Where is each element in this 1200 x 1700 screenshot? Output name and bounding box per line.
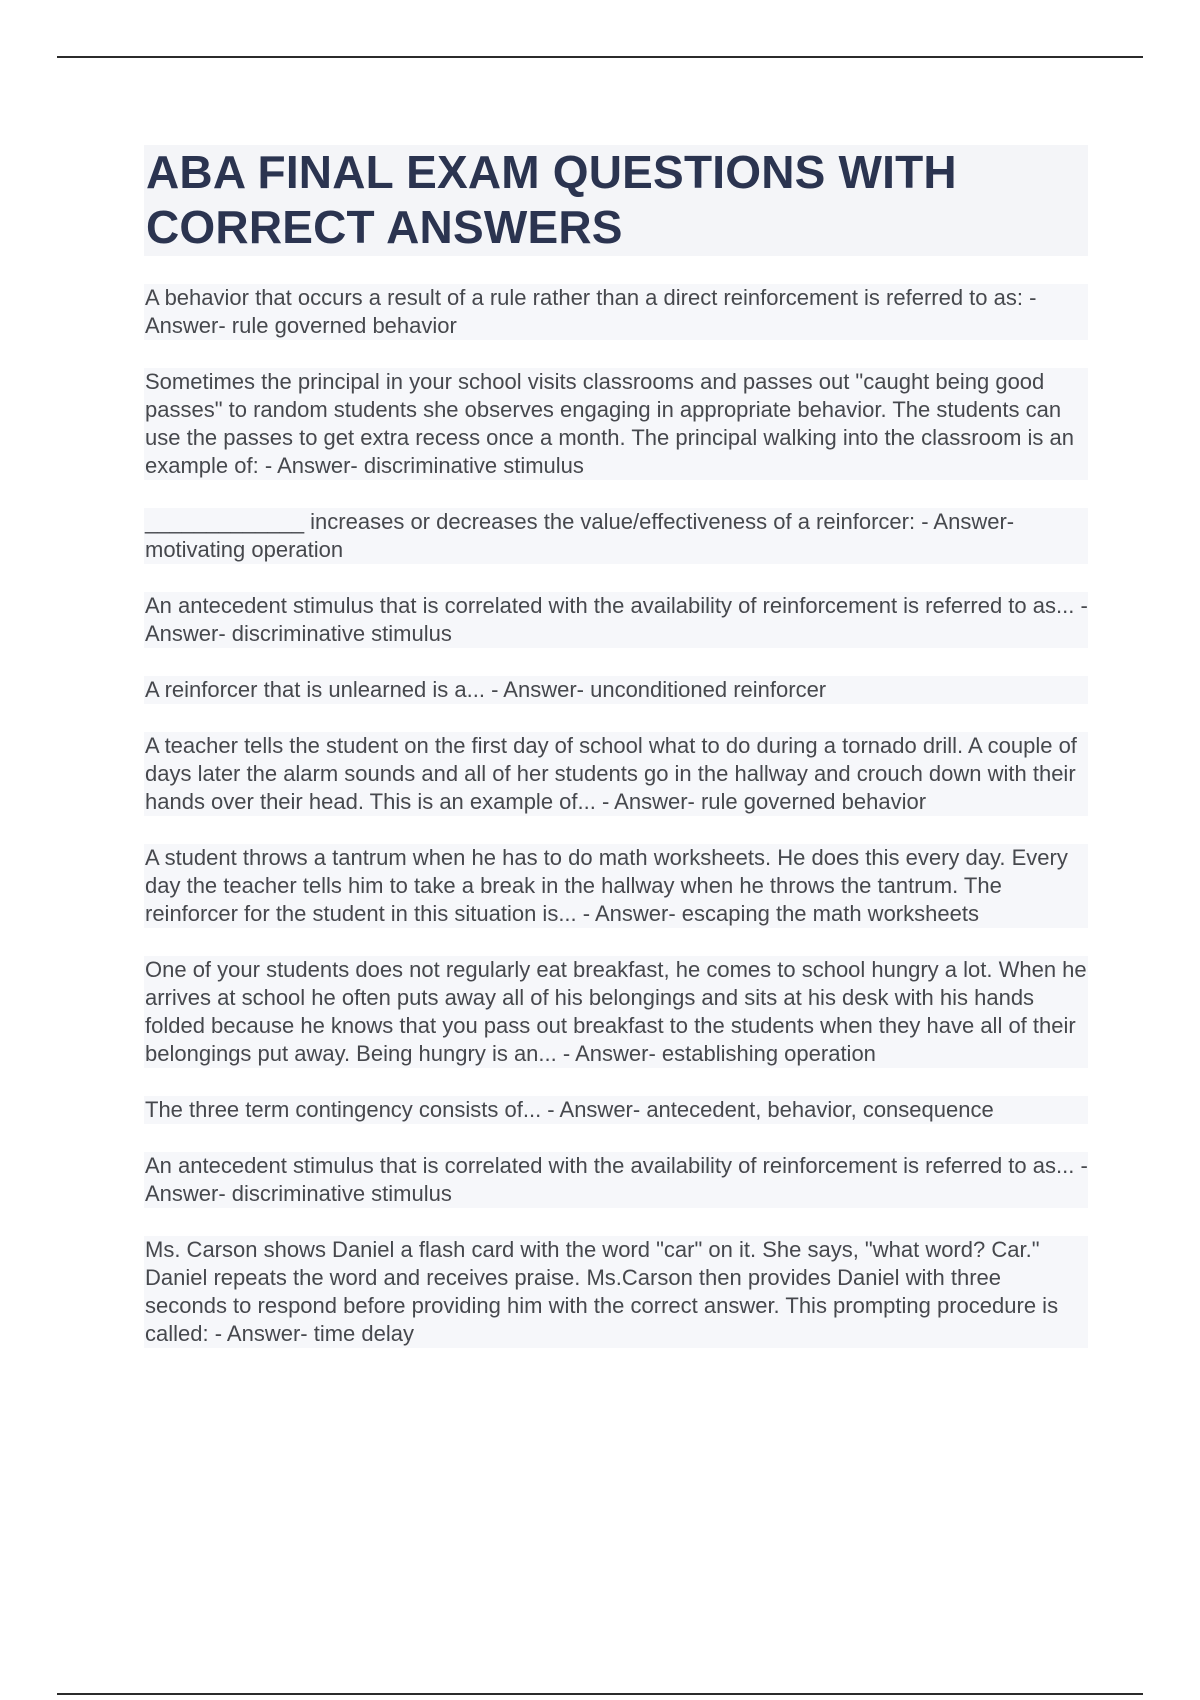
qa-item-3: _____________ increases or decreases the value/effectiveness of a reinforcer: - Answer- motivating operation	[144, 508, 1088, 564]
qa-item-10: An antecedent stimulus that is correlated with the availability of reinforcement is referred to as... - Answer- discriminative stimulus	[145, 1153, 1088, 1206]
document-title: ABA FINAL EXAM QUESTIONS WITH CORRECT ANSWERS	[144, 145, 1088, 256]
qa-item-11: Ms. Carson shows Daniel a flash card with the word "car" on it. She says, "what word? Car." Daniel repeats the word and receives praise. Ms.Carson then provides Daniel with three seconds to respond before providing him with the correct answer. This prompting procedure is called: - Answer- time delay	[144, 1236, 1088, 1348]
qa-item-5: A reinforcer that is unlearned is a... - Answer- unconditioned reinforcer	[144, 676, 1088, 704]
qa-item-7: A student throws a tantrum when he has to do math worksheets. He does this every day. Every day the teacher tells him to take a break in the hallway when he throws the tantrum. The reinforcer for the student in this situation is... - Answer- escaping the math worksheets	[144, 844, 1088, 928]
header-rule	[57, 56, 1143, 58]
qa-item-2: Sometimes the principal in your school visits classrooms and passes out "caught being good passes" to random students she observes engaging in appropriate behavior. The students can use the passes to get extra recess once a month. The principal walking into the classroom is an example of: - Answer- discriminative stimulus	[144, 368, 1088, 480]
qa-item-4: An antecedent stimulus that is correlated with the availability of reinforcement is referred to as... - Answer- discriminative stimulus	[145, 593, 1088, 646]
qa-item-1: A behavior that occurs a result of a rule rather than a direct reinforcement is referred to as: - Answer- rule governed behavior	[144, 284, 1088, 340]
qa-item-9: The three term contingency consists of... - Answer- antecedent, behavior, consequence	[144, 1096, 1088, 1124]
qa-item-6: A teacher tells the student on the first day of school what to do during a tornado drill. A couple of days later the alarm sounds and all of her students go in the hallway and crouch down with their hands over their head. This is an example of... - Answer- rule governed behavior	[144, 732, 1088, 816]
document-body	[144, 145, 1088, 1348]
footer-rule	[57, 1693, 1143, 1695]
qa-item-8: One of your students does not regularly eat breakfast, he comes to school hungry a lot. When he arrives at school he often puts away all of his belongings and sits at his desk with his hands folded because he knows that you pass out breakfast to the students when they have all of their belongings put away. Being hungry is an... - Answer- establishing operation	[145, 957, 1087, 1066]
